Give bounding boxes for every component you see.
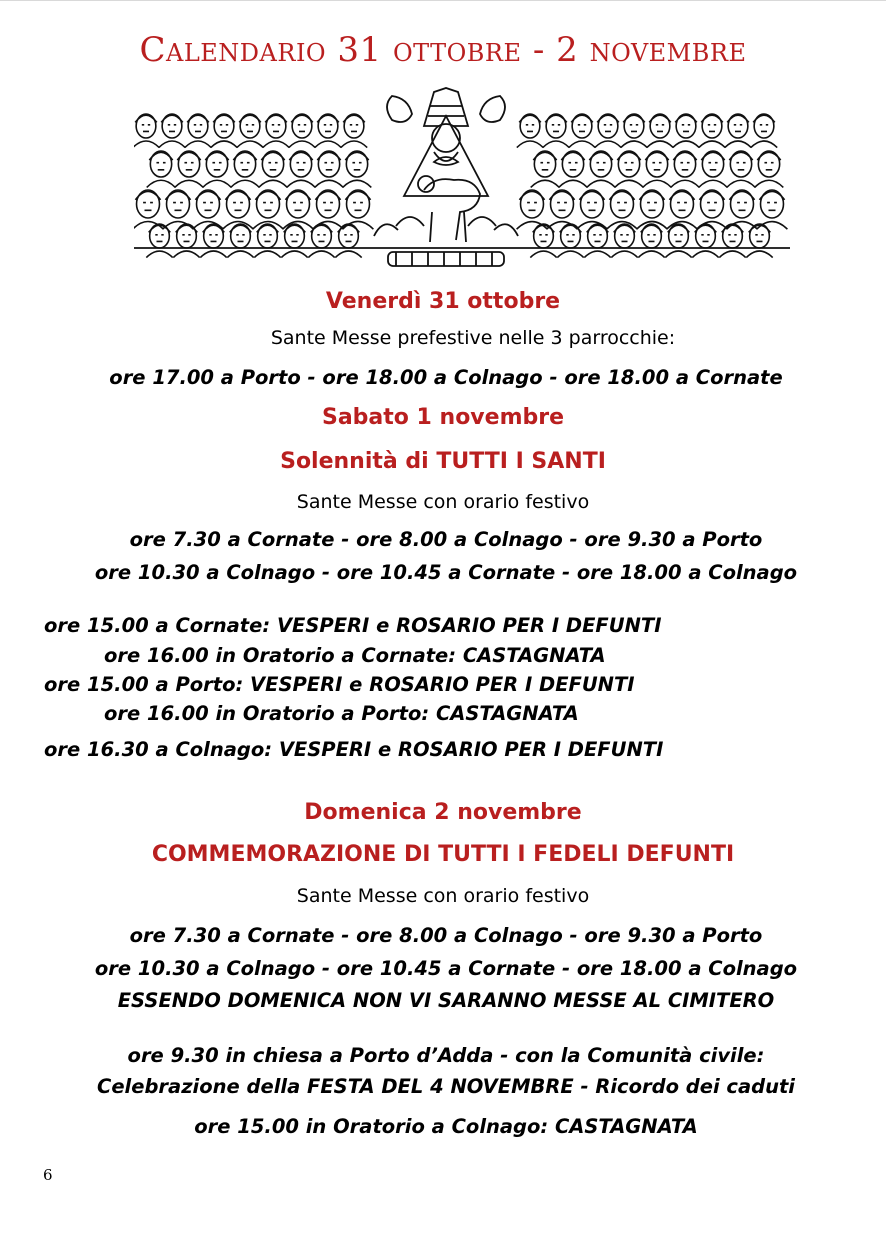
saturday-event-3: ore 15.00 a Porto: VESPERI e ROSARIO PER I DEFUNTI [44,673,635,696]
saturday-subtitle: Sante Messe con orario festivo [296,491,590,513]
saturday-mass-times-1: ore 7.30 a Cornate - ore 8.00 a Colnago - ore 9.30 a Porto [129,528,763,551]
sunday-civic-line-2: Celebrazione della FESTA DEL 4 NOVEMBRE - Ricordo dei caduti [97,1075,795,1098]
friday-subtitle: Sante Messe prefestive nelle 3 parrocchie: [270,327,676,349]
saturday-event-5: ore 16.30 a Colnago: VESPERI e ROSARIO PER I DEFUNTI [44,738,664,761]
top-rule [0,0,886,1]
sunday-castagnata: ore 15.00 in Oratorio a Colnago: CASTAGNATA [194,1115,698,1138]
saturday-event-1: ore 15.00 a Cornate: VESPERI e ROSARIO PER I DEFUNTI [44,614,662,637]
sunday-subtitle: Sante Messe con orario festivo [296,885,590,907]
all-saints-crowd-illustration [134,86,790,276]
sunday-feast-title: COMMEMORAZIONE DI TUTTI I FEDELI DEFUNTI [151,842,735,867]
sunday-mass-times-2: ore 10.30 a Colnago - ore 10.45 a Cornate - ore 18.00 a Colnago [94,957,798,980]
saturday-mass-times-2: ore 10.30 a Colnago - ore 10.45 a Cornate - ore 18.00 a Colnago [94,561,798,584]
friday-heading: Venerdì 31 ottobre [325,289,561,314]
page-number: 6 [43,1166,53,1184]
sunday-civic-line-1: ore 9.30 in chiesa a Porto d’Adda - con la Comunità civile: [127,1044,765,1067]
sunday-mass-times-1: ore 7.30 a Cornate - ore 8.00 a Colnago - ore 9.30 a Porto [129,924,763,947]
saturday-event-4: ore 16.00 in Oratorio a Porto: CASTAGNATA [104,702,579,725]
saturday-event-2: ore 16.00 in Oratorio a Cornate: CASTAGNATA [104,644,606,667]
sunday-cemetery-notice: ESSENDO DOMENICA NON VI SARANNO MESSE AL CIMITERO [117,989,775,1012]
saturday-heading: Sabato 1 novembre [321,405,565,430]
page-title: Calendario 31 ottobre - 2 novembre [139,30,747,70]
sunday-heading: Domenica 2 novembre [304,800,582,825]
saturday-feast-title: Solennità di TUTTI I SANTI [280,449,606,474]
friday-mass-times: ore 17.00 a Porto - ore 18.00 a Colnago - ore 18.00 a Cornate [109,366,783,389]
